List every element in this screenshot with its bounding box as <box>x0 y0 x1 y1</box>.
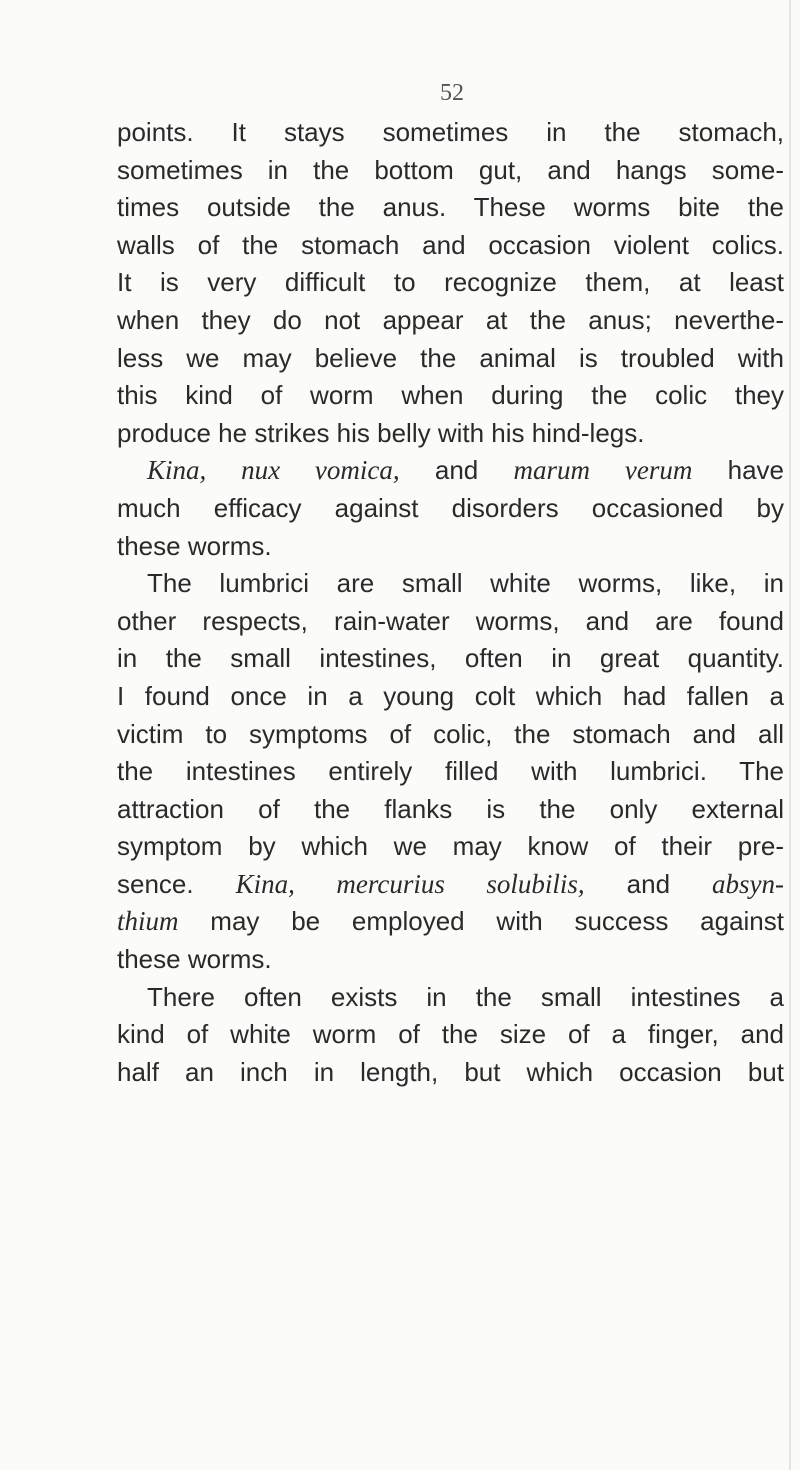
text-line <box>117 302 784 340</box>
text-segment: these worms. <box>117 944 272 975</box>
text-segment: produce he strikes his belly with his hind-legs. <box>117 417 645 448</box>
text-line <box>117 716 784 754</box>
italic-text: Kina, mercurius solubilis, <box>235 868 585 899</box>
text-segment: when they do not appear at the anus; neverthe- <box>117 304 784 335</box>
text-segment: this kind of worm when during the colic they <box>117 380 784 411</box>
text-segment: victim to symptoms of colic, the stomach and all <box>117 718 784 749</box>
text-segment: may be employed with success against <box>178 906 784 937</box>
page-number: 52 <box>440 80 464 106</box>
text-segment: in the small intestines, often in great quantity. <box>117 643 784 674</box>
text-line <box>117 377 784 415</box>
text-line <box>117 152 784 190</box>
text-line <box>117 903 784 941</box>
text-line <box>117 452 784 490</box>
text-line <box>117 565 784 603</box>
italic-text: Kina, nux vomica, <box>147 455 400 486</box>
text-line <box>117 753 784 791</box>
text-line <box>117 189 784 227</box>
text-segment: There often exists in the small intestines a <box>147 981 784 1012</box>
text-segment: The lumbrici are small white worms, like, in <box>147 568 784 599</box>
italic-text: marum verum <box>513 455 693 486</box>
text-line <box>117 490 784 528</box>
text-segment: and <box>399 455 514 486</box>
italic-text: absyn- <box>712 868 784 899</box>
text-line <box>117 678 784 716</box>
text-line <box>117 340 784 378</box>
text-line <box>117 603 784 641</box>
text-segment: symptom by which we may know of their pre- <box>117 831 784 862</box>
text-segment: walls of the stomach and occasion violent colics. <box>117 229 784 260</box>
text-line <box>117 828 784 866</box>
text-line <box>117 114 784 152</box>
text-segment: kind of white worm of the size of a finger, and <box>117 1019 784 1050</box>
text-segment: and <box>584 868 713 899</box>
text-segment: have <box>692 455 785 486</box>
italic-text: thium <box>117 906 179 937</box>
text-segment: sence. <box>117 868 236 899</box>
text-line <box>117 640 784 678</box>
page-edge <box>789 0 791 1470</box>
text-segment: other respects, rain-water worms, and are found <box>117 605 784 636</box>
text-line <box>117 791 784 829</box>
text-line <box>117 1016 784 1054</box>
text-line <box>117 227 784 265</box>
text-segment: less we may believe the animal is troubled with <box>117 342 784 373</box>
body-text <box>117 114 784 1091</box>
text-line <box>117 1054 784 1092</box>
text-segment: It is very difficult to recognize them, at least <box>117 267 784 298</box>
text-line <box>117 264 784 302</box>
text-line <box>117 528 784 566</box>
text-line <box>117 979 784 1017</box>
text-segment: I found once in a young colt which had fallen a <box>117 680 784 711</box>
text-line <box>117 866 784 904</box>
text-segment: times outside the anus. These worms bite the <box>117 192 784 223</box>
text-line <box>117 415 784 453</box>
text-segment: these worms. <box>117 530 272 561</box>
text-segment: much efficacy against disorders occasioned by <box>117 492 784 523</box>
text-segment: sometimes in the bottom gut, and hangs some- <box>117 154 784 185</box>
text-segment: attraction of the flanks is the only external <box>117 793 784 824</box>
text-segment: points. It stays sometimes in the stomach, <box>117 117 784 147</box>
text-segment: half an inch in length, but which occasion but <box>117 1056 784 1087</box>
text-segment: the intestines entirely filled with lumbrici. The <box>117 756 784 787</box>
text-line <box>117 941 784 979</box>
